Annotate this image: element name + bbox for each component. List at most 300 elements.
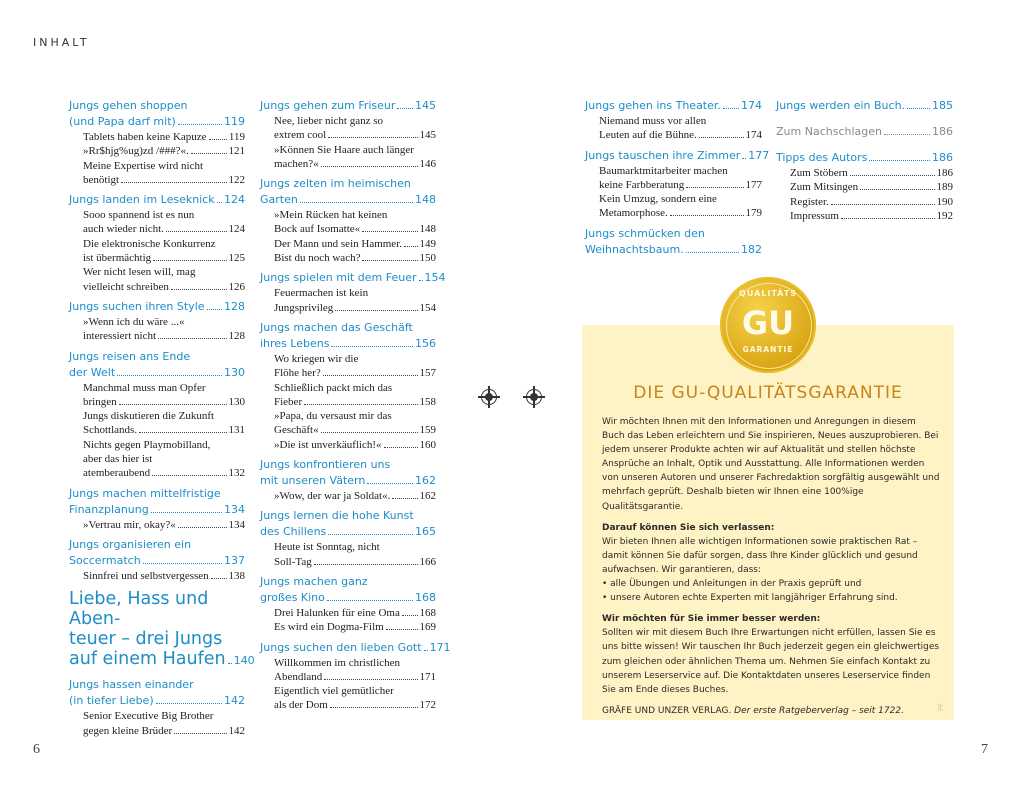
- toc-subentry[interactable]: [69, 409, 245, 438]
- toc-sub-row: [83, 569, 245, 583]
- toc-title-row: [260, 524, 436, 540]
- dot-leader: [331, 346, 413, 347]
- page-number: 131: [228, 424, 245, 437]
- toc-subentry[interactable]: [69, 381, 245, 410]
- toc-sub-row: [274, 301, 436, 315]
- dot-leader: [419, 280, 423, 281]
- page-number: 189: [936, 181, 953, 194]
- dot-leader: [742, 158, 746, 159]
- toc-chapter-title[interactable]: [260, 176, 436, 208]
- toc-sub-row: [790, 180, 953, 194]
- print-mark: PF: [937, 702, 946, 712]
- dot-leader: [314, 564, 418, 565]
- page-number: 185: [932, 99, 953, 112]
- toc-subentry[interactable]: [776, 209, 953, 223]
- toc-title-line: Jungs zelten im heimischen: [260, 177, 411, 191]
- toc-subentry[interactable]: [585, 114, 762, 143]
- toc-title-line: Soccermatch: [69, 553, 141, 567]
- dot-leader: [158, 338, 226, 339]
- toc-title-line: Jungs tauschen ihre Zimmer: [585, 148, 741, 162]
- dot-leader: [323, 375, 418, 376]
- toc-section: [260, 457, 436, 503]
- toc-column-3: [585, 98, 770, 263]
- toc-sub-row: [83, 173, 245, 187]
- page-number: 154: [419, 301, 436, 314]
- toc-title-line: Jungs machen ganz: [260, 574, 368, 588]
- page-number: 192: [936, 209, 953, 222]
- toc-section: [69, 486, 245, 532]
- toc-title-row: [260, 590, 436, 606]
- toc-sub-line: auch wieder nicht.: [83, 223, 164, 236]
- toc-subentry[interactable]: [69, 208, 245, 237]
- dot-leader: [174, 733, 226, 734]
- toc-chapter-title[interactable]: [776, 98, 953, 114]
- toc-chapter-title[interactable]: [585, 226, 762, 258]
- toc-chapter-title[interactable]: [69, 589, 255, 671]
- toc-sub-row: [599, 178, 762, 192]
- toc-sub-line: ist übermächtig: [83, 252, 152, 265]
- dot-leader: [327, 600, 413, 601]
- dot-leader: [362, 260, 417, 261]
- dot-leader: [404, 246, 418, 247]
- toc-sub-line: benötigt: [83, 173, 120, 186]
- page-number: 169: [419, 621, 436, 634]
- toc-sub-line: »Vertrau mir, okay?«: [83, 518, 176, 531]
- page-number: 174: [741, 99, 762, 112]
- page-number: 165: [415, 525, 436, 539]
- toc-section: [69, 349, 245, 481]
- toc-section: [776, 98, 953, 114]
- toc-title-row: [69, 553, 245, 569]
- toc-title-row: [69, 299, 245, 315]
- toc-subentry[interactable]: [260, 409, 436, 438]
- dot-leader: [171, 289, 227, 290]
- toc-sub-line: Bock auf Isomatte«: [274, 223, 361, 236]
- toc-sub-line: »Papa, du versaust mir das: [274, 410, 392, 423]
- dot-leader: [869, 160, 930, 161]
- toc-sub-line: Schottlands.: [83, 424, 138, 437]
- toc-chapter-title[interactable]: [69, 192, 245, 208]
- toc-sub-row: [274, 222, 436, 236]
- dot-leader: [328, 137, 417, 138]
- toc-sub-row: [83, 466, 245, 480]
- toc-title-line: Jungs suchen den lieben Gott: [260, 640, 422, 654]
- toc-title-line: Jungs organisieren ein: [69, 537, 192, 551]
- toc-subentry[interactable]: [260, 438, 436, 452]
- toc-sub-line: Kein Umzug, sondern eine: [599, 193, 717, 206]
- dot-leader: [330, 707, 418, 708]
- dot-leader: [384, 447, 418, 448]
- toc-subentry[interactable]: [776, 166, 953, 180]
- toc-title-line: Jungs spielen mit dem Feuer: [260, 271, 417, 285]
- toc-title-row: [69, 114, 245, 130]
- page-number: 145: [419, 129, 436, 142]
- page-number: 177: [745, 178, 762, 191]
- toc-subentry[interactable]: [585, 192, 762, 221]
- toc-subentry[interactable]: [260, 114, 436, 143]
- toc-sub-row: [274, 395, 436, 409]
- toc-subentry[interactable]: [69, 438, 245, 481]
- toc-title-line: Jungs gehen shoppen: [69, 99, 188, 112]
- toc-subentry[interactable]: [260, 620, 436, 634]
- toc-title-line: Jungs schmücken den: [585, 226, 705, 240]
- toc-title-row: [260, 640, 451, 656]
- guarantee-paragraph-1: Wir bieten Ihnen alle wichtigen Informationen sowie praktischen Rat – damit können Sie dafür sorgen, dass Ihre Kinder glücklich und gesund aufwachsen. Wir garantieren, dass:: [602, 536, 918, 575]
- toc-section: [585, 148, 770, 221]
- page-number: 119: [224, 115, 245, 128]
- toc-subentry[interactable]: [260, 352, 436, 381]
- toc-title-line: Jungs machen das Geschäft: [260, 320, 413, 334]
- page-number: 162: [419, 490, 436, 503]
- toc-sub-line: Eigentlich viel gemütlicher: [274, 685, 394, 698]
- toc-subentry[interactable]: [69, 144, 245, 158]
- toc-chapter-title[interactable]: [260, 508, 436, 540]
- toc-section: [585, 226, 762, 258]
- page-number: 177: [748, 148, 770, 162]
- toc-title-line: ihres Lebens: [260, 336, 330, 350]
- dot-leader: [860, 189, 934, 190]
- toc-sub-line: Jungsprivileg: [274, 301, 334, 314]
- toc-title-row: [776, 150, 953, 166]
- toc-title-row: [260, 336, 436, 352]
- toc-chapter-title[interactable]: [260, 98, 436, 114]
- toc-title-line: Garten: [260, 193, 298, 207]
- guarantee-signature: [602, 704, 940, 718]
- page-number: 186: [932, 151, 953, 164]
- toc-sub-row: [274, 423, 436, 437]
- dot-leader: [397, 108, 413, 109]
- guarantee-heading-1: Darauf können Sie sich verlassen:: [602, 522, 775, 533]
- dot-leader: [178, 527, 227, 528]
- toc-sub-line: Manchmal muss man Opfer: [83, 381, 206, 394]
- toc-subentry[interactable]: [260, 381, 436, 410]
- toc-title-line: Jungs werden ein Buch.: [776, 99, 906, 112]
- toc-title-line: Zum Nachschlagen: [776, 125, 882, 138]
- toc-sub-row: [790, 209, 953, 223]
- toc-sub-row: [274, 237, 436, 251]
- toc-section: [260, 176, 436, 265]
- toc-sub-line: Baumarktmitarbeiter machen: [599, 164, 728, 177]
- toc-subentry[interactable]: [585, 164, 762, 193]
- toc-chapter-title[interactable]: [585, 148, 770, 164]
- toc-title-row: [776, 124, 953, 140]
- toc-sub-row: [790, 166, 953, 180]
- toc-sub-row: [83, 724, 245, 738]
- toc-chapter-title[interactable]: [260, 270, 446, 286]
- toc-sub-row: [274, 366, 436, 380]
- toc-column-2: [260, 98, 451, 718]
- toc-sub-row: [83, 280, 245, 294]
- toc-subentry[interactable]: [69, 569, 245, 583]
- toc-title-row: [260, 473, 436, 489]
- dot-leader: [191, 153, 227, 154]
- toc-sub-line: machen?«: [274, 157, 319, 170]
- publisher-name: GRÄFE UND UNZER VERLAG.: [602, 705, 732, 716]
- page-number: 158: [419, 395, 436, 408]
- publisher-tagline: Der erste Ratgeberverlag – seit 1722.: [734, 705, 904, 716]
- toc-sub-row: [83, 222, 245, 236]
- guarantee-intro: Wir möchten Ihnen mit den Informationen und Anregungen in diesem Buch das Leben erleichtern und Sie inspirieren, Neues auszuprobieren. Bei jedem unserer Produkte achten wir auf Aktualität und stellen höchste Ansprüche an Inhalt, Optik und Ausstattung. Alle Informationen werden von unseren Autoren und unserer Fachredaktion sorgfältig ausgewählt und mehrfach geprüft. Deshalb bieten wir Ihnen eine 100%ige Qualitätsgarantie.: [602, 417, 940, 512]
- toc-title-row: [69, 192, 245, 208]
- toc-sub-line: Metamorphose.: [599, 207, 668, 220]
- toc-chapter-title[interactable]: [260, 574, 436, 606]
- toc-sub-line: »Rr$hjg%ug)zd /###?«.: [83, 145, 189, 158]
- gu-seal-icon: [720, 277, 816, 373]
- toc-sub-line: als der Dom: [274, 699, 328, 712]
- dot-leader: [362, 231, 417, 232]
- toc-chapter-title[interactable]: [260, 320, 436, 352]
- toc-sub-row: [83, 395, 245, 409]
- page-number: 130: [228, 395, 245, 408]
- toc-subentry[interactable]: [69, 518, 245, 532]
- page-number: 124: [228, 223, 245, 236]
- toc-chapter-title[interactable]: [69, 299, 245, 315]
- toc-chapter-title[interactable]: [776, 150, 953, 166]
- toc-subentry[interactable]: [260, 286, 436, 315]
- toc-sub-line: keine Farbberatung: [599, 178, 685, 191]
- toc-chapter-title[interactable]: [260, 640, 451, 656]
- guarantee-title: DIE GU-QUALITÄTSGARANTIE: [633, 383, 903, 403]
- toc-title-line: Jungs reisen ans Ende: [69, 349, 191, 363]
- toc-title-row: [69, 649, 255, 671]
- toc-title-line: Tipps des Autors: [776, 151, 868, 164]
- page-number: 148: [419, 223, 436, 236]
- toc-title-row: [585, 148, 770, 164]
- page-number: 125: [228, 252, 245, 265]
- toc-sub-line: Abendland: [274, 670, 323, 683]
- toc-title-line: Finanzplanung: [69, 502, 149, 516]
- toc-sub-line: Jungs diskutieren die Zukunft: [83, 410, 215, 423]
- toc-section: [260, 98, 436, 171]
- dot-leader: [850, 175, 935, 176]
- toc-sub-line: Sinnfrei und selbstvergessen: [83, 569, 209, 582]
- guarantee-paragraph-2: Sollten wir mit diesem Buch Ihre Erwartungen nicht erfüllen, lassen Sie es uns bitte wissen! Wir tauschen Ihr Buch jederzeit gegen ein gleichwertiges zum gleichen oder ähnlichen Thema um. Nehmen Sie einfach Kontakt zu unserem Leserservice auf. Die Kontaktdaten unseres Leserservice finden Sie am Ende dieses Buches.: [602, 628, 940, 695]
- toc-title-row: [585, 242, 762, 258]
- dot-leader: [121, 182, 226, 183]
- toc-title-line: teuer – drei Jungs: [69, 629, 223, 650]
- toc-sub-line: bringen: [83, 395, 117, 408]
- toc-subentry[interactable]: [260, 684, 436, 713]
- toc-subentry[interactable]: [69, 159, 245, 188]
- page-number: 149: [419, 237, 436, 250]
- page-number: 140: [233, 654, 255, 668]
- toc-section: [776, 150, 953, 223]
- dot-leader: [335, 310, 417, 311]
- toc-title-line: Weihnachtsbaum.: [585, 242, 684, 256]
- toc-title-row: [260, 98, 436, 114]
- toc-sub-line: Drei Halunken für eine Oma: [274, 606, 400, 619]
- toc-sub-row: [83, 130, 245, 144]
- toc-title-line: (und Papa darf mit): [69, 115, 176, 128]
- toc-sub-line: Der Mann und sein Hammer.: [274, 237, 402, 250]
- registration-target-icon: [481, 389, 497, 405]
- toc-section: [585, 98, 762, 143]
- page-number: 160: [419, 438, 436, 451]
- dot-leader: [207, 309, 222, 310]
- dot-leader: [156, 703, 222, 704]
- dot-leader: [217, 202, 222, 203]
- toc-section: [69, 537, 245, 583]
- guarantee-bullet-2: • unsere Autoren echte Experten mit langjähriger Erfahrung sind.: [602, 593, 898, 604]
- toc-sub-line: atemberaubend: [83, 467, 151, 480]
- dot-leader: [117, 375, 222, 376]
- toc-sub-row: [274, 555, 436, 569]
- toc-chapter-title[interactable]: [585, 98, 762, 114]
- toc-subentry[interactable]: [776, 195, 953, 209]
- page-number: 157: [419, 367, 436, 380]
- toc-subentry[interactable]: [260, 656, 436, 685]
- dot-leader: [686, 187, 743, 188]
- toc-title-line: Jungs hassen einander: [69, 678, 194, 692]
- dot-leader: [300, 202, 413, 203]
- toc-sub-line: extrem cool: [274, 129, 327, 142]
- toc-chapter-title[interactable]: [69, 98, 245, 130]
- toc-sub-line: interessiert nicht: [83, 330, 157, 343]
- dot-leader: [178, 124, 222, 125]
- page-number: 142: [228, 724, 245, 737]
- toc-sub-line: Nee, lieber nicht ganz so: [274, 115, 384, 127]
- dot-leader: [884, 134, 930, 135]
- dot-leader: [402, 615, 418, 616]
- toc-chapter-title[interactable]: [260, 457, 436, 489]
- page-number: 148: [415, 193, 436, 207]
- toc-chapter-title[interactable]: [69, 349, 245, 381]
- toc-sub-line: »Wenn ich du wäre ...«: [83, 315, 185, 328]
- toc-title-line: auf einem Haufen: [69, 649, 226, 670]
- dot-leader: [151, 512, 222, 513]
- toc-subentry[interactable]: [69, 237, 245, 266]
- dot-leader: [723, 108, 739, 109]
- dot-leader: [321, 432, 418, 433]
- dot-leader: [386, 629, 418, 630]
- dot-leader: [367, 483, 413, 484]
- toc-section: [260, 270, 446, 315]
- page-number: 138: [228, 569, 245, 582]
- toc-sub-row: [790, 195, 953, 209]
- dot-leader: [166, 231, 227, 232]
- toc-sub-row: [83, 251, 245, 265]
- dot-leader: [424, 650, 428, 651]
- toc-sub-line: Geschäft«: [274, 424, 319, 437]
- toc-chapter-title[interactable]: [776, 124, 953, 140]
- page-number: 168: [419, 606, 436, 619]
- toc-sub-line: Bist du noch wach?: [274, 252, 361, 265]
- toc-sub-line: Die elektronische Konkurrenz: [83, 237, 216, 250]
- dot-leader: [152, 475, 226, 476]
- toc-title-line: großes Kino: [260, 590, 325, 604]
- toc-subentry[interactable]: [260, 489, 436, 503]
- page-number: 154: [424, 271, 446, 285]
- toc-subentry[interactable]: [260, 606, 436, 620]
- page-number: 190: [936, 195, 953, 208]
- toc-sub-line: Feuermachen ist kein: [274, 287, 369, 300]
- toc-subentry[interactable]: [69, 315, 245, 344]
- dot-leader: [321, 166, 418, 167]
- toc-sub-line: Flöhe her?: [274, 367, 321, 380]
- toc-sub-line: Schließlich packt mich das: [274, 381, 393, 394]
- toc-sub-row: [599, 206, 762, 220]
- dot-leader: [209, 139, 227, 140]
- toc-sub-line: aber das hier ist: [83, 453, 153, 466]
- toc-sub-row: [83, 518, 245, 532]
- dot-leader: [907, 108, 930, 109]
- toc-title-row: [776, 98, 953, 114]
- toc-subentry[interactable]: [260, 540, 436, 569]
- page-number: 145: [415, 99, 436, 112]
- toc-sub-line: Soll-Tag: [274, 555, 312, 568]
- toc-sub-line: »Mein Rücken hat keinen: [274, 209, 388, 222]
- toc-column-1: [69, 98, 255, 743]
- toc-sub-row: [274, 438, 436, 452]
- toc-column-4: [776, 98, 953, 228]
- toc-section: [260, 574, 436, 635]
- toc-sub-line: »Wow, der war ja Soldat«.: [274, 490, 391, 503]
- page-number: 168: [415, 590, 436, 604]
- toc-sub-row: [83, 144, 245, 158]
- dot-leader: [699, 137, 744, 138]
- toc-title-line: Jungs suchen ihren Style: [69, 299, 205, 313]
- page-number: 171: [429, 640, 451, 654]
- page-number: 162: [415, 474, 436, 488]
- toc-chapter-title[interactable]: [69, 486, 245, 518]
- dot-leader: [119, 404, 227, 405]
- toc-title-line: Jungs lernen die hohe Kunst: [260, 509, 414, 523]
- toc-sub-row: [274, 698, 436, 712]
- toc-sub-row: [274, 606, 436, 620]
- page-number: 121: [228, 145, 245, 158]
- toc-subentry[interactable]: [69, 265, 245, 294]
- toc-title-line: Liebe, Hass und Aben-: [69, 589, 209, 630]
- toc-sub-line: Wer nicht lesen will, mag: [83, 266, 196, 279]
- toc-subentry[interactable]: [776, 180, 953, 194]
- toc-sub-line: Wo kriegen wir die: [274, 352, 359, 365]
- page-number: 124: [224, 193, 245, 207]
- dot-leader: [328, 534, 413, 535]
- page-number: 174: [745, 129, 762, 142]
- toc-title-row: [260, 270, 446, 286]
- toc-section: [260, 508, 436, 569]
- toc-section: [69, 192, 245, 294]
- dot-leader: [686, 252, 739, 253]
- toc-sub-line: Leuten auf die Bühne.: [599, 129, 697, 142]
- toc-subentry[interactable]: [69, 709, 245, 738]
- toc-subentry[interactable]: [260, 237, 436, 251]
- page-number: 186: [936, 167, 953, 179]
- guarantee-heading-2: Wir möchten für Sie immer besser werden:: [602, 614, 821, 625]
- toc-subentry[interactable]: [260, 143, 436, 172]
- toc-sub-line: gegen kleine Brüder: [83, 724, 173, 737]
- dot-leader: [153, 260, 226, 261]
- toc-title-line: mit unseren Vätern: [260, 474, 366, 488]
- toc-sub-line: Es wird ein Dogma-Film: [274, 621, 384, 634]
- toc-chapter-title[interactable]: [69, 537, 245, 569]
- dot-leader: [304, 404, 417, 405]
- toc-subentry[interactable]: [69, 130, 245, 144]
- toc-subentry[interactable]: [260, 208, 436, 237]
- toc-title-line: Jungs gehen ins Theater.: [585, 99, 721, 112]
- guarantee-bullet-1: • alle Übungen und Anleitungen in der Praxis geprüft und: [602, 579, 862, 590]
- toc-chapter-title[interactable]: [69, 677, 245, 709]
- toc-sub-line: Zum Stöbern: [790, 167, 848, 179]
- seal-top-text: QUALITÄTS: [739, 289, 797, 298]
- toc-subentry[interactable]: [260, 251, 436, 265]
- page-number: 166: [419, 555, 436, 568]
- page-number: 119: [228, 131, 245, 143]
- page-number: 179: [745, 207, 762, 220]
- toc-sub-row: [83, 423, 245, 437]
- dot-leader: [228, 663, 232, 664]
- toc-sub-line: Fieber: [274, 395, 303, 408]
